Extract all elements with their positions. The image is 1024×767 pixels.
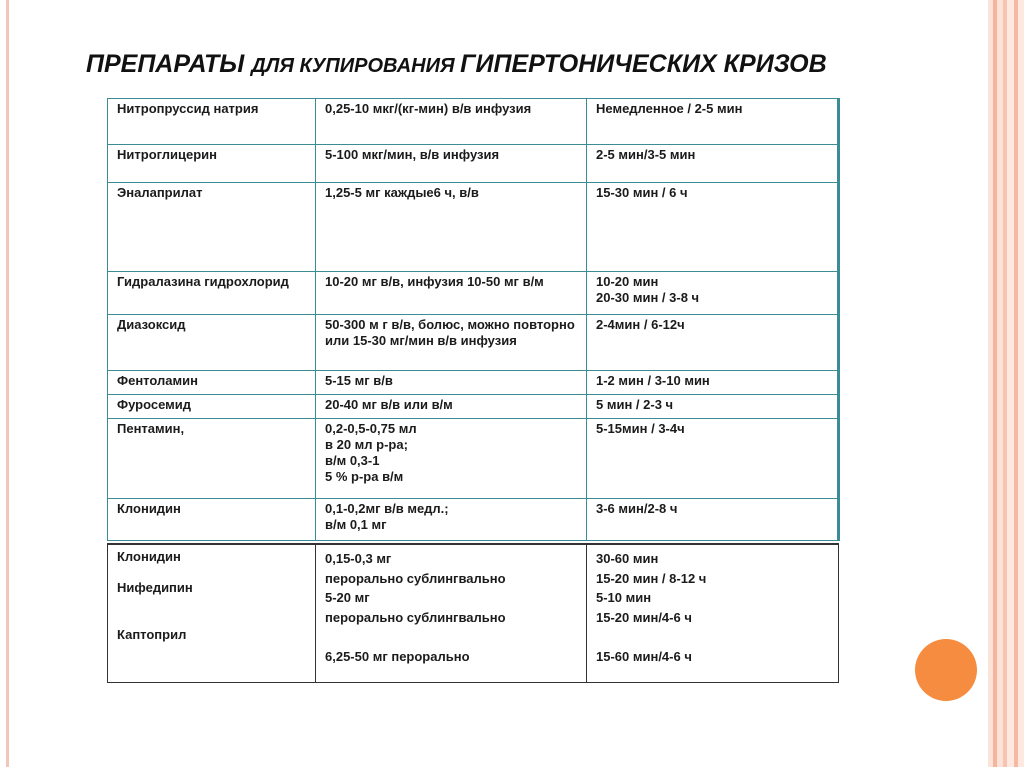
time-cell: 2-5 мин/3-5 мин [587, 145, 839, 183]
table-row [108, 145, 839, 183]
drug-cell: Эналаприлат [108, 183, 316, 272]
oral-drugs-table [107, 543, 839, 683]
page-title [86, 50, 966, 79]
title-part-1: ПРЕПАРАТЫ [86, 50, 252, 78]
dose-cell: 0,1-0,2мг в/в медл.; в/м 0,1 мг [316, 499, 587, 541]
time-cell: 10-20 мин 20-30 мин / 3-8 ч [587, 272, 839, 315]
drug-cell: Фентоламин [108, 371, 316, 395]
time-cell: Немедленное / 2-5 мин [587, 99, 839, 145]
time-cell: 1-2 мин / 3-10 мин [587, 371, 839, 395]
time-cell: 5 мин / 2-3 ч [587, 395, 839, 419]
dose-cell: 10-20 мг в/в, инфузия 10-50 мг в/м [316, 272, 587, 315]
drug-cell: Гидралазина гидрохлорид [108, 272, 316, 315]
dose-cell: 1,25-5 мг каждые6 ч, в/в [316, 183, 587, 272]
orange-circle-decoration [915, 639, 977, 701]
left-border-decoration [6, 0, 9, 767]
title-part-3: ГИПЕРТОНИЧЕСКИХ КРИЗОВ [460, 50, 827, 78]
drug-cell: Пентамин, [108, 419, 316, 499]
iv-drugs-table [107, 98, 840, 541]
dose-cell: 5-15 мг в/в [316, 371, 587, 395]
drug-cell: Фуросемид [108, 395, 316, 419]
table-row [108, 544, 839, 682]
table-row [108, 183, 839, 272]
drug-cell: Клонидин [108, 499, 316, 541]
drug-cell: Нитропруссид натрия [108, 99, 316, 145]
drug-cell: Нитроглицерин [108, 145, 316, 183]
time-cell: 3-6 мин/2-8 ч [587, 499, 839, 541]
dose-cell: 0,15-0,3 мг перорально сублингвально 5-20 мг перорально сублингвально 6,25-50 мг перорально [316, 544, 587, 682]
time-cell: 5-15мин / 3-4ч [587, 419, 839, 499]
table-row [108, 99, 839, 145]
table-row [108, 395, 839, 419]
table-row [108, 371, 839, 395]
table-row [108, 499, 839, 541]
drug-cell: Диазоксид [108, 315, 316, 371]
dose-cell: 5-100 мкг/мин, в/в инфузия [316, 145, 587, 183]
time-cell: 15-30 мин / 6 ч [587, 183, 839, 272]
drug-cell: Клонидин Нифедипин Каптоприл [108, 544, 316, 682]
dose-cell: 0,2-0,5-0,75 мл в 20 мл р-ра; в/м 0,3-1 5 % р-ра в/м [316, 419, 587, 499]
table-row [108, 419, 839, 499]
time-cell: 30-60 мин 15-20 мин / 8-12 ч 5-10 мин 15-20 мин/4-6 ч 15-60 мин/4-6 ч [587, 544, 839, 682]
table-row [108, 315, 839, 371]
right-stripes-decoration [988, 0, 1024, 767]
time-cell: 2-4мин / 6-12ч [587, 315, 839, 371]
title-part-2: ДЛЯ КУПИРОВАНИЯ [251, 55, 461, 77]
table-row [108, 272, 839, 315]
dose-cell: 20-40 мг в/в или в/м [316, 395, 587, 419]
dose-cell: 50-300 м г в/в, болюс, можно повторно или 15-30 мг/мин в/в инфузия [316, 315, 587, 371]
dose-cell: 0,25-10 мкг/(кг-мин) в/в инфузия [316, 99, 587, 145]
